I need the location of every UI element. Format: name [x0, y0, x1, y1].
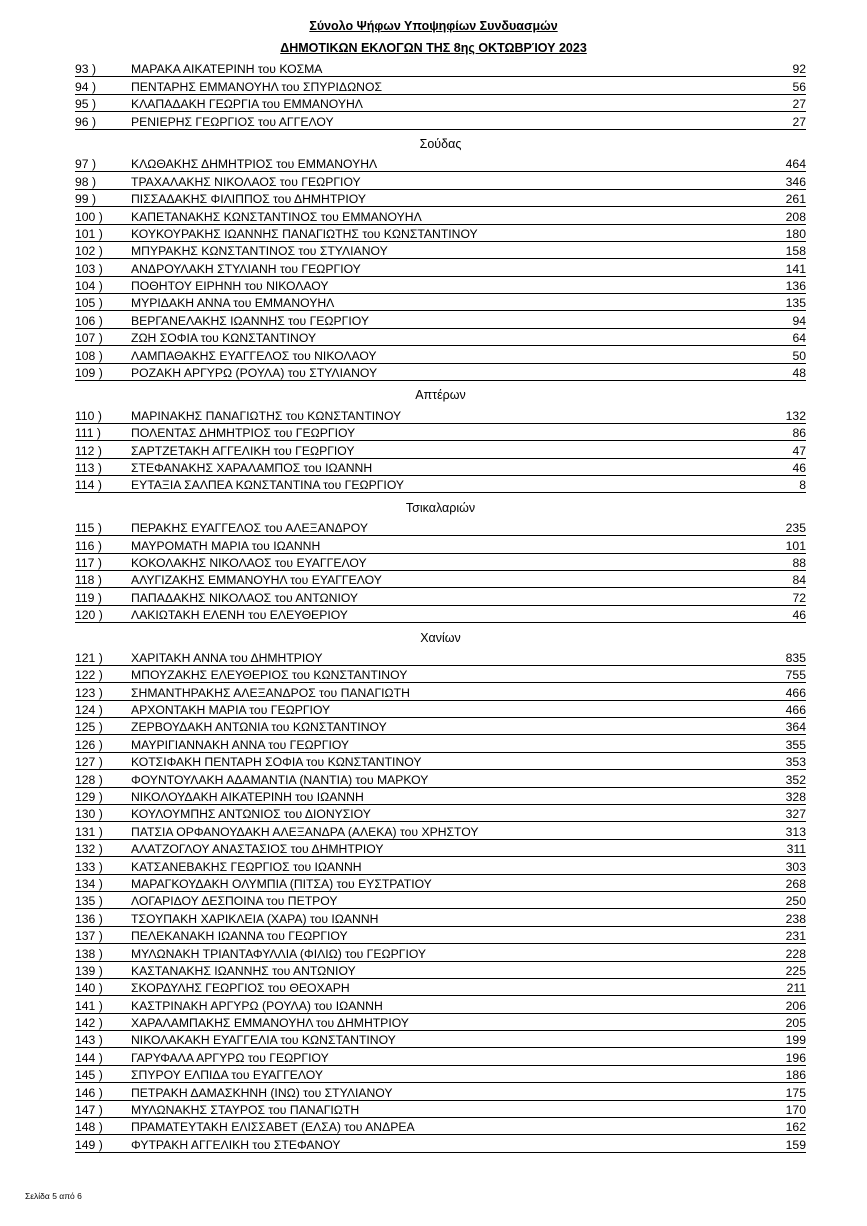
row-number: 126 ) — [75, 737, 103, 752]
candidate-name: ΚΑΣΤΡΙΝΑΚΗ ΑΡΓΥΡΩ (ΡΟΥΛΑ) του ΙΩΑΝΝΗ — [131, 998, 383, 1013]
table-row — [75, 536, 806, 553]
candidate-name: ΠΑΤΣΙΑ ΟΡΦΑΝΟΥΔΑΚΗ ΑΛΕΞΑΝΔΡΑ (ΑΛΕΚΑ) του ΧΡΗΣΤΟΥ — [131, 824, 479, 839]
candidate-name: ΜΑΡΙΝΑΚΗΣ ΠΑΝΑΓΙΩΤΗΣ του ΚΩΝΣΤΑΝΤΙΝΟΥ — [131, 408, 402, 423]
candidate-name: ΓΑΡΥΦΑΛΑ ΑΡΓΥΡΩ του ΓΕΩΡΓΙΟΥ — [131, 1050, 329, 1065]
vote-count: 353 — [785, 755, 806, 770]
vote-count: 835 — [785, 650, 806, 665]
row-number: 135 ) — [75, 894, 103, 909]
vote-count: 755 — [785, 668, 806, 683]
table-row — [75, 788, 806, 805]
table-row — [75, 60, 806, 77]
vote-count: 56 — [792, 79, 806, 94]
row-number: 102 ) — [75, 244, 103, 259]
vote-count: 94 — [792, 313, 806, 328]
row-number: 112 ) — [75, 443, 102, 458]
vote-count: 47 — [792, 443, 806, 458]
candidate-name: ΤΣΟΥΠΑΚΗ ΧΑΡΙΚΛΕΙΑ (ΧΑΡΑ) του ΙΩΑΝΝΗ — [131, 911, 379, 926]
table-row — [75, 701, 806, 718]
row-number: 129 ) — [75, 790, 103, 805]
table-row — [75, 112, 806, 129]
table-row — [75, 1014, 806, 1031]
candidate-name: ΜΥΛΩΝΑΚΗΣ ΣΤΑΥΡΟΣ του ΠΑΝΑΓΙΩΤΗ — [131, 1103, 360, 1118]
candidate-name: ΝΙΚΟΛΟΥΔΑΚΗ ΑΙΚΑΤΕΡΙΝΗ του ΙΩΑΝΝΗ — [131, 790, 364, 805]
row-number: 118 ) — [75, 573, 102, 588]
table-row — [75, 770, 806, 787]
vote-count: 180 — [785, 226, 806, 241]
table-row — [75, 406, 806, 423]
candidate-name: ΠΙΣΣΑΔΑΚΗΣ ΦΙΛΙΠΠΟΣ του ΔΗΜΗΤΡΙΟΥ — [131, 192, 367, 207]
table-row — [75, 476, 806, 493]
table-row — [75, 735, 806, 752]
table-row — [75, 424, 806, 441]
candidate-name: ΜΑΡΑΓΚΟΥΔΑΚΗ ΟΛΥΜΠΙΑ (ΠΙΤΣΑ) του ΕΥΣΤΡΑΤΙΟΥ — [131, 876, 432, 891]
row-number: 95 ) — [75, 97, 97, 112]
vote-count: 268 — [785, 876, 806, 891]
table-row — [75, 1083, 806, 1100]
table-row — [75, 962, 806, 979]
vote-count: 466 — [785, 685, 806, 700]
vote-count: 199 — [785, 1033, 806, 1048]
vote-count: 231 — [785, 929, 806, 944]
vote-count: 27 — [792, 97, 806, 112]
row-number: 122 ) — [75, 668, 103, 683]
row-number: 132 ) — [75, 842, 103, 857]
row-number: 116 ) — [75, 538, 102, 553]
vote-count: 311 — [786, 842, 806, 857]
candidate-name: ΠΡΑΜΑΤΕΥΤΑΚΗ ΕΛΙΣΣΑΒΕΤ (ΕΛΣΑ) του ΑΝΔΡΕΑ — [131, 1120, 415, 1135]
row-number: 124 ) — [75, 703, 103, 718]
table-row — [75, 822, 806, 839]
section-header — [75, 130, 806, 155]
candidate-name: ΦΟΥΝΤΟΥΛΑΚΗ ΑΔΑΜΑΝΤΙΑ (ΝΑΝΤΙΑ) του ΜΑΡΚΟΥ — [131, 772, 429, 787]
table-row — [75, 346, 806, 363]
table-row — [75, 190, 806, 207]
candidate-name: ΚΟΚΟΛΑΚΗΣ ΝΙΚΟΛΑΟΣ του ΕΥΑΓΓΕΛΟΥ — [131, 555, 367, 570]
vote-count: 355 — [785, 737, 806, 752]
row-number: 115 ) — [75, 521, 102, 536]
table-row — [75, 155, 806, 172]
table-row — [75, 1118, 806, 1135]
table-row — [75, 805, 806, 822]
row-number: 138 ) — [75, 946, 103, 961]
row-number: 120 ) — [75, 608, 103, 623]
table-row — [75, 649, 806, 666]
candidate-name: ΚΛΩΘΑΚΗΣ ΔΗΜΗΤΡΙΟΣ του ΕΜΜΑΝΟΥΗΛ — [131, 157, 378, 172]
candidate-name: ΣΠΥΡΟΥ ΕΛΠΙΔΑ του ΕΥΑΓΓΕΛΟΥ — [131, 1068, 324, 1083]
vote-count: 352 — [785, 772, 806, 787]
candidate-name: ΛΑΚΙΩΤΑΚΗ ΕΛΕΝΗ του ΕΛΕΥΘΕΡΙΟΥ — [131, 608, 348, 623]
vote-count: 27 — [792, 114, 806, 129]
table-row — [75, 857, 806, 874]
candidate-name: ΜΑΡΑΚΑ ΑΙΚΑΤΕΡΙΝΗ του ΚΟΣΜΑ — [131, 62, 323, 77]
candidate-name: ΖΩΗ ΣΟΦΙΑ του ΚΩΝΣΤΑΝΤΙΝΟΥ — [131, 331, 317, 346]
vote-count: 135 — [785, 296, 806, 311]
table-row — [75, 927, 806, 944]
vote-count: 92 — [792, 62, 806, 77]
row-number: 134 ) — [75, 876, 103, 891]
vote-count: 141 — [785, 261, 806, 276]
row-number: 139 ) — [75, 963, 103, 978]
row-number: 114 ) — [75, 478, 102, 493]
vote-count: 205 — [785, 1016, 806, 1031]
row-number: 99 ) — [75, 192, 97, 207]
section-name: Χανίων — [420, 630, 461, 645]
vote-count: 261 — [785, 192, 806, 207]
vote-count: 228 — [785, 946, 806, 961]
candidate-name: ΚΛΑΠΑΔΑΚΗ ΓΕΩΡΓΙΑ του ΕΜΜΑΝΟΥΗΛ — [131, 97, 363, 112]
vote-count: 159 — [785, 1137, 806, 1152]
table-row — [75, 259, 806, 276]
table-row — [75, 892, 806, 909]
table-row — [75, 459, 806, 476]
vote-count: 46 — [792, 460, 806, 475]
candidate-name: ΛΟΓΑΡΙΔΟΥ ΔΕΣΠΟΙΝΑ του ΠΕΤΡΟΥ — [131, 894, 338, 909]
table-row — [75, 840, 806, 857]
row-number: 93 ) — [75, 62, 97, 77]
candidate-name: ΠΕΛΕΚΑΝΑΚΗ ΙΩΑΝΝΑ του ΓΕΩΡΓΙΟΥ — [131, 929, 348, 944]
table-row — [75, 996, 806, 1013]
row-number: 148 ) — [75, 1120, 103, 1135]
vote-count: 136 — [785, 279, 806, 294]
candidate-name: ΑΡΧΟΝΤΑΚΗ ΜΑΡΙΑ του ΓΕΩΡΓΙΟΥ — [131, 703, 331, 718]
candidate-name: ΚΑΣΤΑΝΑΚΗΣ ΙΩΑΝΝΗΣ του ΑΝΤΩΝΙΟΥ — [131, 963, 356, 978]
row-number: 94 ) — [75, 79, 97, 94]
table-row — [75, 606, 806, 623]
table-row — [75, 294, 806, 311]
row-number: 121 ) — [75, 650, 103, 665]
row-number: 136 ) — [75, 911, 103, 926]
vote-count: 464 — [785, 157, 806, 172]
row-number: 101 ) — [75, 226, 103, 241]
candidate-name: ΠΑΠΑΔΑΚΗΣ ΝΙΚΟΛΑΟΣ του ΑΝΤΩΝΙΟΥ — [131, 590, 359, 605]
vote-count: 50 — [792, 348, 806, 363]
row-number: 133 ) — [75, 859, 103, 874]
section-header — [75, 623, 806, 648]
vote-count: 46 — [792, 608, 806, 623]
row-number: 107 ) — [75, 331, 103, 346]
table-row — [75, 1135, 806, 1152]
table-row — [75, 441, 806, 458]
table-row — [75, 311, 806, 328]
row-number: 127 ) — [75, 755, 103, 770]
candidate-name: ΠΕΤΡΑΚΗ ΔΑΜΑΣΚΗΝΗ (ΙΝΩ) του ΣΤΥΛΙΑΝΟΥ — [131, 1085, 393, 1100]
row-number: 98 ) — [75, 174, 97, 189]
table-row — [75, 875, 806, 892]
row-number: 111 ) — [75, 426, 101, 441]
table-row — [75, 277, 806, 294]
candidate-name: ΜΠΥΡΑΚΗΣ ΚΩΝΣΤΑΝΤΙΝΟΣ του ΣΤΥΛΙΑΝΟΥ — [131, 244, 388, 259]
row-number: 149 ) — [75, 1137, 103, 1152]
table-row — [75, 77, 806, 94]
vote-count: 303 — [785, 859, 806, 874]
row-number: 146 ) — [75, 1085, 103, 1100]
page-number: Σελίδα 5 από 6 — [25, 1191, 82, 1201]
vote-count: 235 — [785, 521, 806, 536]
table-row — [75, 554, 806, 571]
row-number: 147 ) — [75, 1103, 103, 1118]
row-number: 103 ) — [75, 261, 103, 276]
row-number: 119 ) — [75, 590, 102, 605]
row-number: 128 ) — [75, 772, 103, 787]
vote-count: 8 — [799, 478, 806, 493]
candidate-name: ΖΕΡΒΟΥΔΑΚΗ ΑΝΤΩΝΙΑ του ΚΩΝΣΤΑΝΤΙΝΟΥ — [131, 720, 387, 735]
section-name: Απτέρων — [415, 388, 466, 403]
section-name: Τσικαλαριών — [405, 500, 476, 515]
candidate-name: ΣΤΕΦΑΝΑΚΗΣ ΧΑΡΑΛΑΜΠΟΣ του ΙΩΑΝΝΗ — [131, 460, 373, 475]
vote-count: 208 — [785, 209, 806, 224]
row-number: 141 ) — [75, 998, 103, 1013]
vote-count: 364 — [785, 720, 806, 735]
row-number: 142 ) — [75, 1016, 103, 1031]
vote-count: 238 — [785, 911, 806, 926]
candidate-name: ΠΕΡΑΚΗΣ ΕΥΑΓΓΕΛΟΣ του ΑΛΕΞΑΝΔΡΟΥ — [131, 521, 368, 536]
row-number: 106 ) — [75, 313, 103, 328]
table-row — [75, 753, 806, 770]
section-header — [75, 381, 806, 406]
section-header — [75, 493, 806, 518]
row-number: 105 ) — [75, 296, 103, 311]
vote-count: 175 — [785, 1085, 806, 1100]
vote-count: 346 — [785, 174, 806, 189]
table-row — [75, 571, 806, 588]
table-row — [75, 718, 806, 735]
candidate-name: ΚΑΠΕΤΑΝΑΚΗΣ ΚΩΝΣΤΑΝΤΙΝΟΣ του ΕΜΜΑΝΟΥΗΛ — [131, 209, 422, 224]
candidate-name: ΧΑΡΑΛΑΜΠΑΚΗΣ ΕΜΜΑΝΟΥΗΛ του ΔΗΜΗΤΡΙΟΥ — [131, 1016, 409, 1031]
candidate-name: ΣΗΜΑΝΤΗΡΑΚΗΣ ΑΛΕΞΑΝΔΡΟΣ του ΠΑΝΑΓΙΩΤΗ — [131, 685, 410, 700]
table-row — [75, 242, 806, 259]
row-number: 109 ) — [75, 366, 103, 381]
table-row — [75, 95, 806, 112]
table-row — [75, 364, 806, 381]
table-row — [75, 1101, 806, 1118]
vote-count: 328 — [785, 790, 806, 805]
candidate-name: ΕΥΤΑΞΙΑ ΣΑΛΠΕΑ ΚΩΝΣΤΑΝΤΙΝΑ του ΓΕΩΡΓΙΟΥ — [131, 478, 405, 493]
candidate-name: ΑΝΔΡΟΥΛΑΚΗ ΣΤΥΛΙΑΝΗ του ΓΕΩΡΓΙΟΥ — [131, 261, 361, 276]
vote-count: 158 — [785, 244, 806, 259]
vote-count: 196 — [785, 1050, 806, 1065]
candidate-name: ΛΑΜΠΑΘΑΚΗΣ ΕΥΑΓΓΕΛΟΣ του ΝΙΚΟΛΑΟΥ — [131, 348, 377, 363]
candidate-name: ΜΑΥΡΟΜΑΤΗ ΜΑΡΙΑ του ΙΩΑΝΝΗ — [131, 538, 321, 553]
vote-count: 132 — [785, 408, 806, 423]
candidate-name: ΚΟΤΣΙΦΑΚΗ ΠΕΝΤΑΡΗ ΣΟΦΙΑ του ΚΩΝΣΤΑΝΤΙΝΟΥ — [131, 755, 422, 770]
candidate-name: ΡΟΖΑΚΗ ΑΡΓΥΡΩ (ΡΟΥΛΑ) του ΣΤΥΛΙΑΝΟΥ — [131, 366, 378, 381]
candidate-name: ΧΑΡΙΤΑΚΗ ΑΝΝΑ του ΔΗΜΗΤΡΙΟΥ — [131, 650, 323, 665]
vote-count: 84 — [792, 573, 806, 588]
vote-count: 250 — [785, 894, 806, 909]
vote-count: 101 — [785, 538, 806, 553]
row-number: 143 ) — [75, 1033, 103, 1048]
table-row — [75, 1048, 806, 1065]
row-number: 144 ) — [75, 1050, 103, 1065]
vote-count: 225 — [785, 963, 806, 978]
row-number: 117 ) — [75, 555, 102, 570]
page-title: Σύνολο Ψήφων Υποψηφίων Συνδυασμών — [309, 19, 558, 33]
table-row — [75, 588, 806, 605]
results-table — [75, 60, 806, 1153]
vote-count: 162 — [785, 1120, 806, 1135]
table-row — [75, 1066, 806, 1083]
candidate-name: ΠΕΝΤΑΡΗΣ ΕΜΜΑΝΟΥΗΛ του ΣΠΥΡΙΔΩΝΟΣ — [131, 79, 383, 94]
candidate-name: ΑΛΑΤΖΟΓΛΟΥ ΑΝΑΣΤΑΣΙΟΣ του ΔΗΜΗΤΡΙΟΥ — [131, 842, 384, 857]
candidate-name: ΑΛΥΓΙΖΑΚΗΣ ΕΜΜΑΝΟΥΗΛ του ΕΥΑΓΓΕΛΟΥ — [131, 573, 382, 588]
table-row — [75, 329, 806, 346]
table-row — [75, 944, 806, 961]
vote-count: 170 — [785, 1103, 806, 1118]
table-row — [75, 172, 806, 189]
row-number: 137 ) — [75, 929, 103, 944]
row-number: 125 ) — [75, 720, 103, 735]
candidate-name: ΜΥΛΩΝΑΚΗ ΤΡΙΑΝΤΑΦΥΛΛΙΑ (ΦΙΛΙΩ) του ΓΕΩΡΓΙΟΥ — [131, 946, 427, 961]
row-number: 110 ) — [75, 408, 102, 423]
vote-count: 211 — [786, 981, 806, 996]
table-row — [75, 909, 806, 926]
candidate-name: ΜΑΥΡΙΓΙΑΝΝΑΚΗ ΑΝΝΑ του ΓΕΩΡΓΙΟΥ — [131, 737, 350, 752]
table-row — [75, 979, 806, 996]
candidate-name: ΚΑΤΣΑΝΕΒΑΚΗΣ ΓΕΩΡΓΙΟΣ του ΙΩΑΝΝΗ — [131, 859, 362, 874]
vote-count: 206 — [785, 998, 806, 1013]
vote-count: 313 — [785, 824, 806, 839]
table-row — [75, 207, 806, 224]
candidate-name: ΜΠΟΥΖΑΚΗΣ ΕΛΕΥΘΕΡΙΟΣ του ΚΩΝΣΤΑΝΤΙΝΟΥ — [131, 668, 408, 683]
candidate-name: ΡΕΝΙΕΡΗΣ ΓΕΩΡΓΙΟΣ του ΑΓΓΕΛΟΥ — [131, 114, 334, 129]
vote-count: 64 — [792, 331, 806, 346]
row-number: 104 ) — [75, 279, 103, 294]
vote-count: 186 — [785, 1068, 806, 1083]
row-number: 108 ) — [75, 348, 103, 363]
candidate-name: ΦΥΤΡΑΚΗ ΑΓΓΕΛΙΚΗ του ΣΤΕΦΑΝΟΥ — [131, 1137, 341, 1152]
row-number: 131 ) — [75, 824, 103, 839]
vote-count: 48 — [792, 366, 806, 381]
candidate-name: ΚΟΥΛΟΥΜΠΗΣ ΑΝΤΩΝΙΟΣ του ΔΙΟΝΥΣΙΟΥ — [131, 807, 371, 822]
vote-count: 327 — [785, 807, 806, 822]
table-row — [75, 519, 806, 536]
row-number: 130 ) — [75, 807, 103, 822]
page-subtitle: ΔΗΜΟΤΙΚΩΝ ΕΚΛΟΓΩΝ ΤΗΣ 8ης ΟΚΤΩΒΡΊΟΥ 2023 — [280, 41, 587, 55]
candidate-name: ΣΚΟΡΔΥΛΗΣ ΓΕΩΡΓΙΟΣ του ΘΕΟΧΑΡΗ — [131, 981, 350, 996]
row-number: 97 ) — [75, 157, 97, 172]
table-row — [75, 683, 806, 700]
candidate-name: ΝΙΚΟΛΑΚΑΚΗ ΕΥΑΓΓΕΛΙΑ του ΚΩΝΣΤΑΝΤΙΝΟΥ — [131, 1033, 396, 1048]
row-number: 100 ) — [75, 209, 103, 224]
table-row — [75, 666, 806, 683]
candidate-name: ΠΟΘΗΤΟΥ ΕΙΡΗΝΗ του ΝΙΚΟΛΑΟΥ — [131, 279, 329, 294]
row-number: 123 ) — [75, 685, 103, 700]
row-number: 140 ) — [75, 981, 103, 996]
row-number: 113 ) — [75, 460, 102, 475]
candidate-name: ΣΑΡΤΖΕΤΑΚΗ ΑΓΓΕΛΙΚΗ του ΓΕΩΡΓΙΟΥ — [131, 443, 355, 458]
candidate-name: ΚΟΥΚΟΥΡΑΚΗΣ ΙΩΑΝΝΗΣ ΠΑΝΑΓΙΩΤΗΣ του ΚΩΝΣΤΑΝΤΙΝΟΥ — [131, 226, 478, 241]
vote-count: 88 — [792, 555, 806, 570]
candidate-name: ΤΡΑΧΑΛΑΚΗΣ ΝΙΚΟΛΑΟΣ του ΓΕΩΡΓΙΟΥ — [131, 174, 361, 189]
table-row — [75, 1031, 806, 1048]
vote-count: 72 — [792, 590, 806, 605]
table-row — [75, 225, 806, 242]
row-number: 145 ) — [75, 1068, 103, 1083]
row-number: 96 ) — [75, 114, 97, 129]
section-name: Σούδας — [419, 136, 462, 151]
vote-count: 86 — [792, 426, 806, 441]
candidate-name: ΜΥΡΙΔΑΚΗ ΑΝΝΑ του ΕΜΜΑΝΟΥΗΛ — [131, 296, 335, 311]
candidate-name: ΠΟΛΕΝΤΑΣ ΔΗΜΗΤΡΙΟΣ του ΓΕΩΡΓΙΟΥ — [131, 426, 356, 441]
vote-count: 466 — [785, 703, 806, 718]
candidate-name: ΒΕΡΓΑΝΕΛΑΚΗΣ ΙΩΑΝΝΗΣ του ΓΕΩΡΓΙΟΥ — [131, 313, 369, 328]
